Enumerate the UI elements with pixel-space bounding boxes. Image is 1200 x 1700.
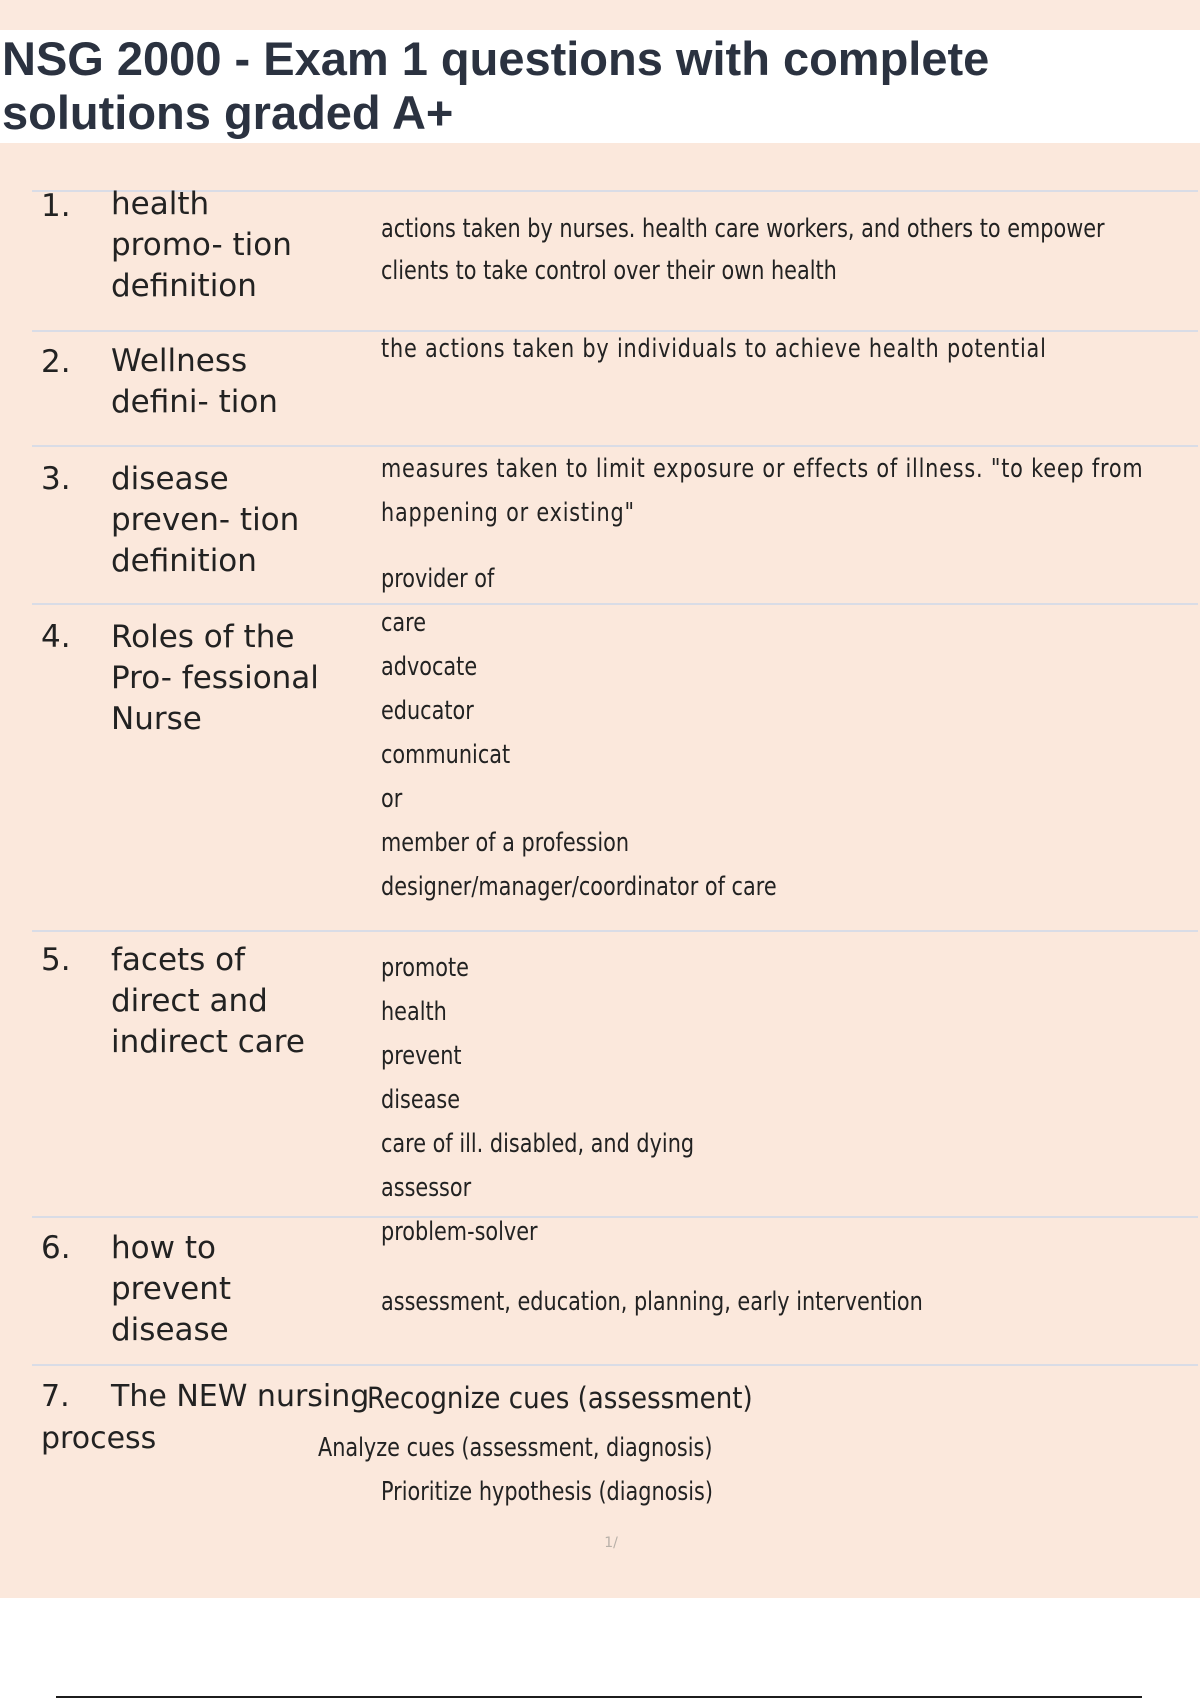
question-row-6 xyxy=(32,1216,1198,1366)
answer-text xyxy=(381,557,1029,909)
question-number: 7. xyxy=(41,1379,70,1414)
question-number: 5. xyxy=(41,942,71,978)
term-line: Nurse xyxy=(111,701,202,737)
answer-text xyxy=(381,208,1105,292)
answer-line: advocate xyxy=(381,652,478,682)
question-term xyxy=(111,341,361,423)
answer-line: care xyxy=(381,608,427,638)
document-title xyxy=(2,32,1192,140)
term-line: facets of xyxy=(111,942,246,978)
page-top-band xyxy=(0,0,1200,30)
term-line: health xyxy=(111,186,210,222)
answer-text xyxy=(381,946,1029,1254)
answer-line: prevent xyxy=(381,1041,462,1071)
question-row-1 xyxy=(32,186,1198,332)
term-line: definition xyxy=(111,543,257,579)
term-line: process xyxy=(41,1421,157,1456)
question-row-4 xyxy=(32,564,1198,932)
title-line-1: NSG 2000 - Exam 1 questions with complete xyxy=(2,32,990,85)
answer-line: member of a profession xyxy=(381,828,630,858)
answer-line: educator xyxy=(381,696,474,726)
page-number: 1/ xyxy=(604,1535,618,1551)
term-line: Wellness xyxy=(111,343,248,379)
answer-line: the actions taken by individuals to achieve health potential xyxy=(381,334,1047,364)
question-term xyxy=(111,617,361,740)
term-line: direct and xyxy=(111,983,268,1019)
answer-line: actions taken by nurses. health care workers, and others to empower xyxy=(381,214,1105,244)
answer-line: provider of xyxy=(381,564,495,594)
term-line: prevent xyxy=(111,1271,232,1307)
term-line: disease xyxy=(111,461,229,497)
question-row-2 xyxy=(32,330,1198,447)
answer-line: problem-solver xyxy=(381,1217,538,1247)
answer-line-first: Recognize cues (assessment) xyxy=(367,1381,753,1415)
title-line-2: solutions graded A+ xyxy=(2,86,454,139)
answer-line: health xyxy=(381,997,447,1027)
answer-line: or xyxy=(381,784,403,814)
term-line: indirect care xyxy=(111,1024,305,1060)
answer-text xyxy=(381,1282,1029,1322)
answer-line: promote xyxy=(381,953,469,983)
term-line: preven- tion xyxy=(111,502,300,538)
answer-line: assessment, education, planning, early intervention xyxy=(381,1287,923,1317)
answer-line: Prioritize hypothesis (diagnosis) xyxy=(381,1477,713,1507)
question-number: 1. xyxy=(41,188,71,224)
term-line: The NEW nursing xyxy=(111,1379,370,1414)
question-term xyxy=(111,184,361,307)
answer-line: disease xyxy=(381,1085,460,1115)
answer-text xyxy=(381,329,1047,369)
answer-line: communicat xyxy=(381,740,511,770)
question-number: 2. xyxy=(41,344,71,380)
question-number: 3. xyxy=(41,461,71,497)
answer-line: happening or existing" xyxy=(381,498,635,528)
term-line: disease xyxy=(111,1312,229,1348)
answer-line: assessor xyxy=(381,1173,472,1203)
term-line: definition xyxy=(111,268,257,304)
term-line: promo- tion xyxy=(111,227,292,263)
question-number: 4. xyxy=(41,619,71,655)
answer-line: Analyze cues (assessment, diagnosis) xyxy=(318,1433,713,1463)
answer-line: clients to take control over their own health xyxy=(381,256,837,286)
question-number: 6. xyxy=(41,1230,71,1266)
question-row-7 xyxy=(32,1364,1198,1536)
question-term xyxy=(111,940,361,1063)
question-row-5 xyxy=(32,930,1198,1247)
term-line: how to xyxy=(111,1230,216,1266)
answer-text xyxy=(381,447,1144,535)
term-line: defini- tion xyxy=(111,384,278,420)
term-line: Roles of the xyxy=(111,619,295,655)
answer-line: designer/manager/coordinator of care xyxy=(381,872,777,902)
answer-line: measures taken to limit exposure or effects of illness. "to keep from xyxy=(381,454,1144,484)
footer-rule xyxy=(56,1696,1142,1698)
question-term xyxy=(111,1228,361,1351)
answer-line: care of ill. disabled, and dying xyxy=(381,1129,695,1159)
term-line: Pro- fessional xyxy=(111,660,319,696)
question-term xyxy=(111,459,361,582)
